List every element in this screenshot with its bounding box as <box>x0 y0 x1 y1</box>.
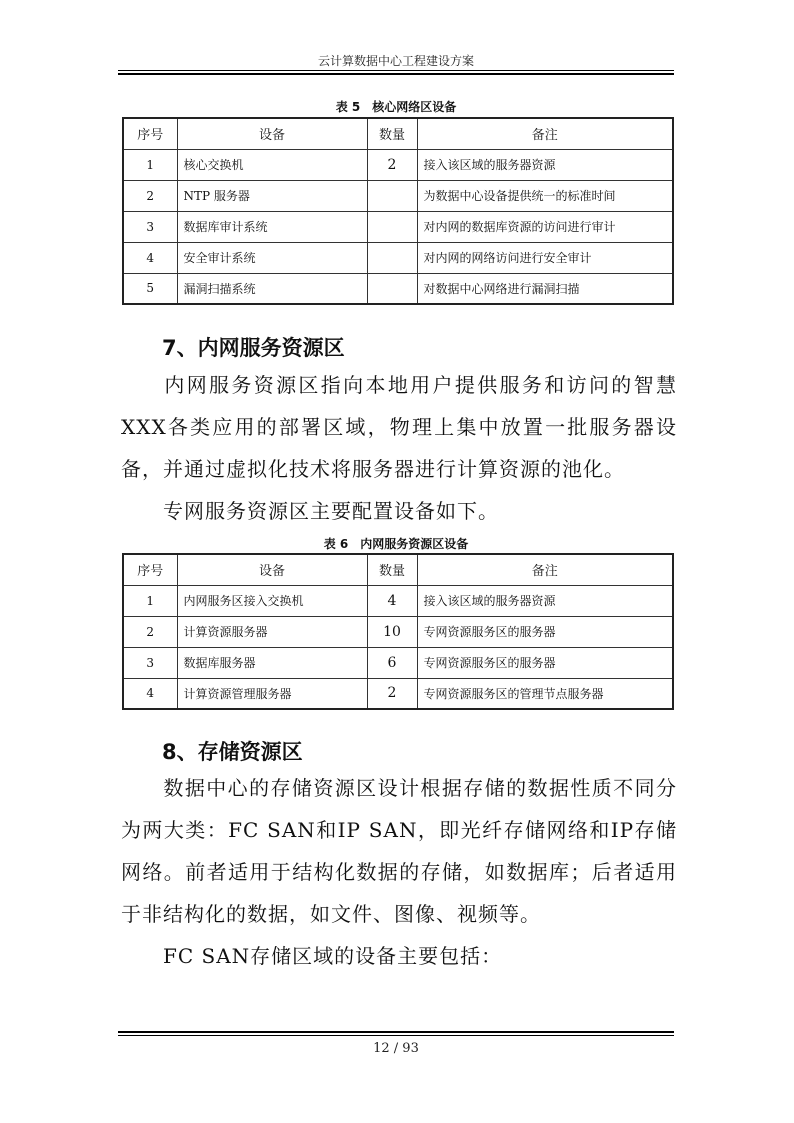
section7-paragraph-2-text: 专网服务资源区主要配置设备如下。 <box>163 499 499 523</box>
section7-paragraph-1 <box>121 364 677 490</box>
section7-paragraph-1-text: 内网服务资源区指向本地用户提供服务和访问的智慧XXX各类应用的部署区域，物理上集中放置一批服务器设备，并通过虚拟化技术将服务器进行计算资源的池化。 <box>121 373 677 481</box>
section-heading-8: 8、存储资源区 <box>162 740 303 764</box>
table5-caption: 表 5 核心网络区设备 <box>335 100 457 114</box>
section8-paragraph-2 <box>121 935 677 977</box>
cell-qty: 10 <box>367 616 417 647</box>
cell-qty <box>367 242 417 273</box>
col-header-no: 序号 <box>123 554 177 585</box>
table-row <box>123 149 673 180</box>
cell-note: 接入该区域的服务器资源 <box>417 149 673 180</box>
cell-no: 4 <box>123 678 177 709</box>
cell-qty: 4 <box>367 585 417 616</box>
cell-note: 对内网的网络访问进行安全审计 <box>417 242 673 273</box>
table-row <box>123 585 673 616</box>
cell-qty: 2 <box>367 678 417 709</box>
table-header-row <box>123 554 673 585</box>
cell-note: 接入该区域的服务器资源 <box>417 585 673 616</box>
cell-no: 2 <box>123 180 177 211</box>
col-header-note: 备注 <box>417 554 673 585</box>
cell-no: 4 <box>123 242 177 273</box>
section8-paragraph-2-text: FC SAN存储区域的设备主要包括： <box>163 944 503 968</box>
footer-rule <box>118 1031 674 1036</box>
cell-note: 专网资源服务区的服务器 <box>417 616 673 647</box>
table-row <box>123 242 673 273</box>
table-row <box>123 678 673 709</box>
table5 <box>122 117 674 305</box>
cell-device: 数据库服务器 <box>177 647 367 678</box>
cell-device: 计算资源管理服务器 <box>177 678 367 709</box>
cell-no: 3 <box>123 647 177 678</box>
col-header-note: 备注 <box>417 118 673 149</box>
cell-qty <box>367 273 417 304</box>
cell-note: 专网资源服务区的管理节点服务器 <box>417 678 673 709</box>
section-heading-7: 7、内网服务资源区 <box>162 336 345 360</box>
table-row <box>123 273 673 304</box>
col-header-qty: 数量 <box>367 554 417 585</box>
running-header: 云计算数据中心工程建设方案 <box>317 54 474 68</box>
table-header-row <box>123 118 673 149</box>
cell-device: 计算资源服务器 <box>177 616 367 647</box>
cell-qty: 2 <box>367 149 417 180</box>
cell-device: NTP 服务器 <box>177 180 367 211</box>
col-header-device: 设备 <box>177 554 367 585</box>
cell-device: 漏洞扫描系统 <box>177 273 367 304</box>
cell-no: 3 <box>123 211 177 242</box>
cell-note: 对内网的数据库资源的访问进行审计 <box>417 211 673 242</box>
cell-note: 为数据中心设备提供统一的标准时间 <box>417 180 673 211</box>
cell-no: 1 <box>123 585 177 616</box>
page-number: 12 / 93 <box>373 1041 419 1056</box>
cell-device: 内网服务区接入交换机 <box>177 585 367 616</box>
table6-caption: 表 6 内网服务资源区设备 <box>323 537 469 551</box>
col-header-no: 序号 <box>123 118 177 149</box>
cell-device: 核心交换机 <box>177 149 367 180</box>
table-row <box>123 211 673 242</box>
header-rule <box>118 70 674 75</box>
section8-paragraph-1 <box>121 767 677 935</box>
table-row <box>123 616 673 647</box>
col-header-qty: 数量 <box>367 118 417 149</box>
section7-paragraph-2 <box>121 490 677 532</box>
col-header-device: 设备 <box>177 118 367 149</box>
table6 <box>122 553 674 710</box>
cell-device: 安全审计系统 <box>177 242 367 273</box>
table-row <box>123 647 673 678</box>
cell-note: 对数据中心网络进行漏洞扫描 <box>417 273 673 304</box>
cell-note: 专网资源服务区的服务器 <box>417 647 673 678</box>
cell-no: 1 <box>123 149 177 180</box>
table-row <box>123 180 673 211</box>
cell-qty <box>367 180 417 211</box>
cell-device: 数据库审计系统 <box>177 211 367 242</box>
cell-no: 2 <box>123 616 177 647</box>
cell-qty <box>367 211 417 242</box>
section8-paragraph-1-text: 数据中心的存储资源区设计根据存储的数据性质不同分为两大类：FC SAN和IP SAN，即光纤存储网络和IP存储网络。前者适用于结构化数据的存储，如数据库；后者适用于非结构化的数据，如文件、图像、视频等。 <box>121 776 677 926</box>
cell-qty: 6 <box>367 647 417 678</box>
cell-no: 5 <box>123 273 177 304</box>
